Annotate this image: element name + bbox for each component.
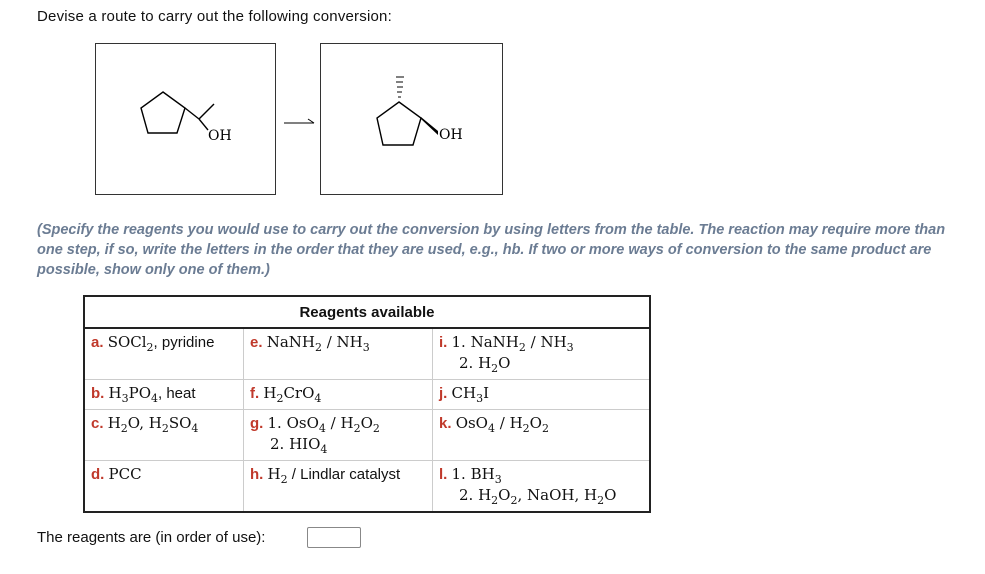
reagent-d: d. PCC [84, 461, 244, 513]
question-prompt: Devise a route to carry out the following conversion: [37, 8, 392, 25]
table-header: Reagents available [84, 296, 650, 328]
product-oh-label: OH [439, 127, 463, 143]
start-oh-label: OH [208, 128, 232, 144]
reagent-b: b. $H_3PO_4$, heat [84, 380, 244, 410]
reagent-l: l. 1. $BH_3$ 2. $H_2O_2$, NaOH, $H_2O$ [439, 465, 617, 507]
hashed-wedge-bond [396, 77, 404, 97]
answer-label: The reagents are (in order of use): [37, 529, 266, 546]
reagent-e: e. NaNH$_2$ / $NH_3$ [244, 328, 433, 380]
reagent-a: a. SOCl$_2$, pyridine [84, 328, 244, 380]
reagent-c: c. $H_2O$, $H_2SO_4$ [84, 410, 244, 461]
solid-wedge-bond [421, 117, 438, 135]
reagent-i: i. 1. NaNH$_2$ / $NH_3$ 2. $H_2O$ [433, 328, 651, 380]
reagent-k: k. $OsO_4 / H_2O_2$ [433, 410, 651, 461]
cyclopentyl-ethanol-structure [96, 44, 275, 194]
reagent-j: j. $CH_3I$ [433, 380, 651, 410]
reagent-g: g. 1. $OsO_4 / H_2O_2$ 2. $HIO_4$ [244, 410, 433, 461]
product-box [320, 43, 503, 195]
reagent-f: f. $H_2CrO_4$ [244, 380, 433, 410]
reagent-h: h. $H_2$ / Lindlar catalyst [244, 461, 433, 513]
reagents-table [83, 295, 651, 513]
reaction-arrow [283, 113, 317, 129]
product-structure [321, 44, 502, 194]
instructions-text: (Specify the reagents you would use to carry out the conversion by using letters from the table. The reaction may require more than one step, if so, write the letters in the order that they are used, e.g., hb. If two or more ways of conversion to the same product are possible, show only one of them.) [37, 222, 946, 278]
answer-input[interactable] [307, 527, 361, 548]
starting-material-box [95, 43, 276, 195]
